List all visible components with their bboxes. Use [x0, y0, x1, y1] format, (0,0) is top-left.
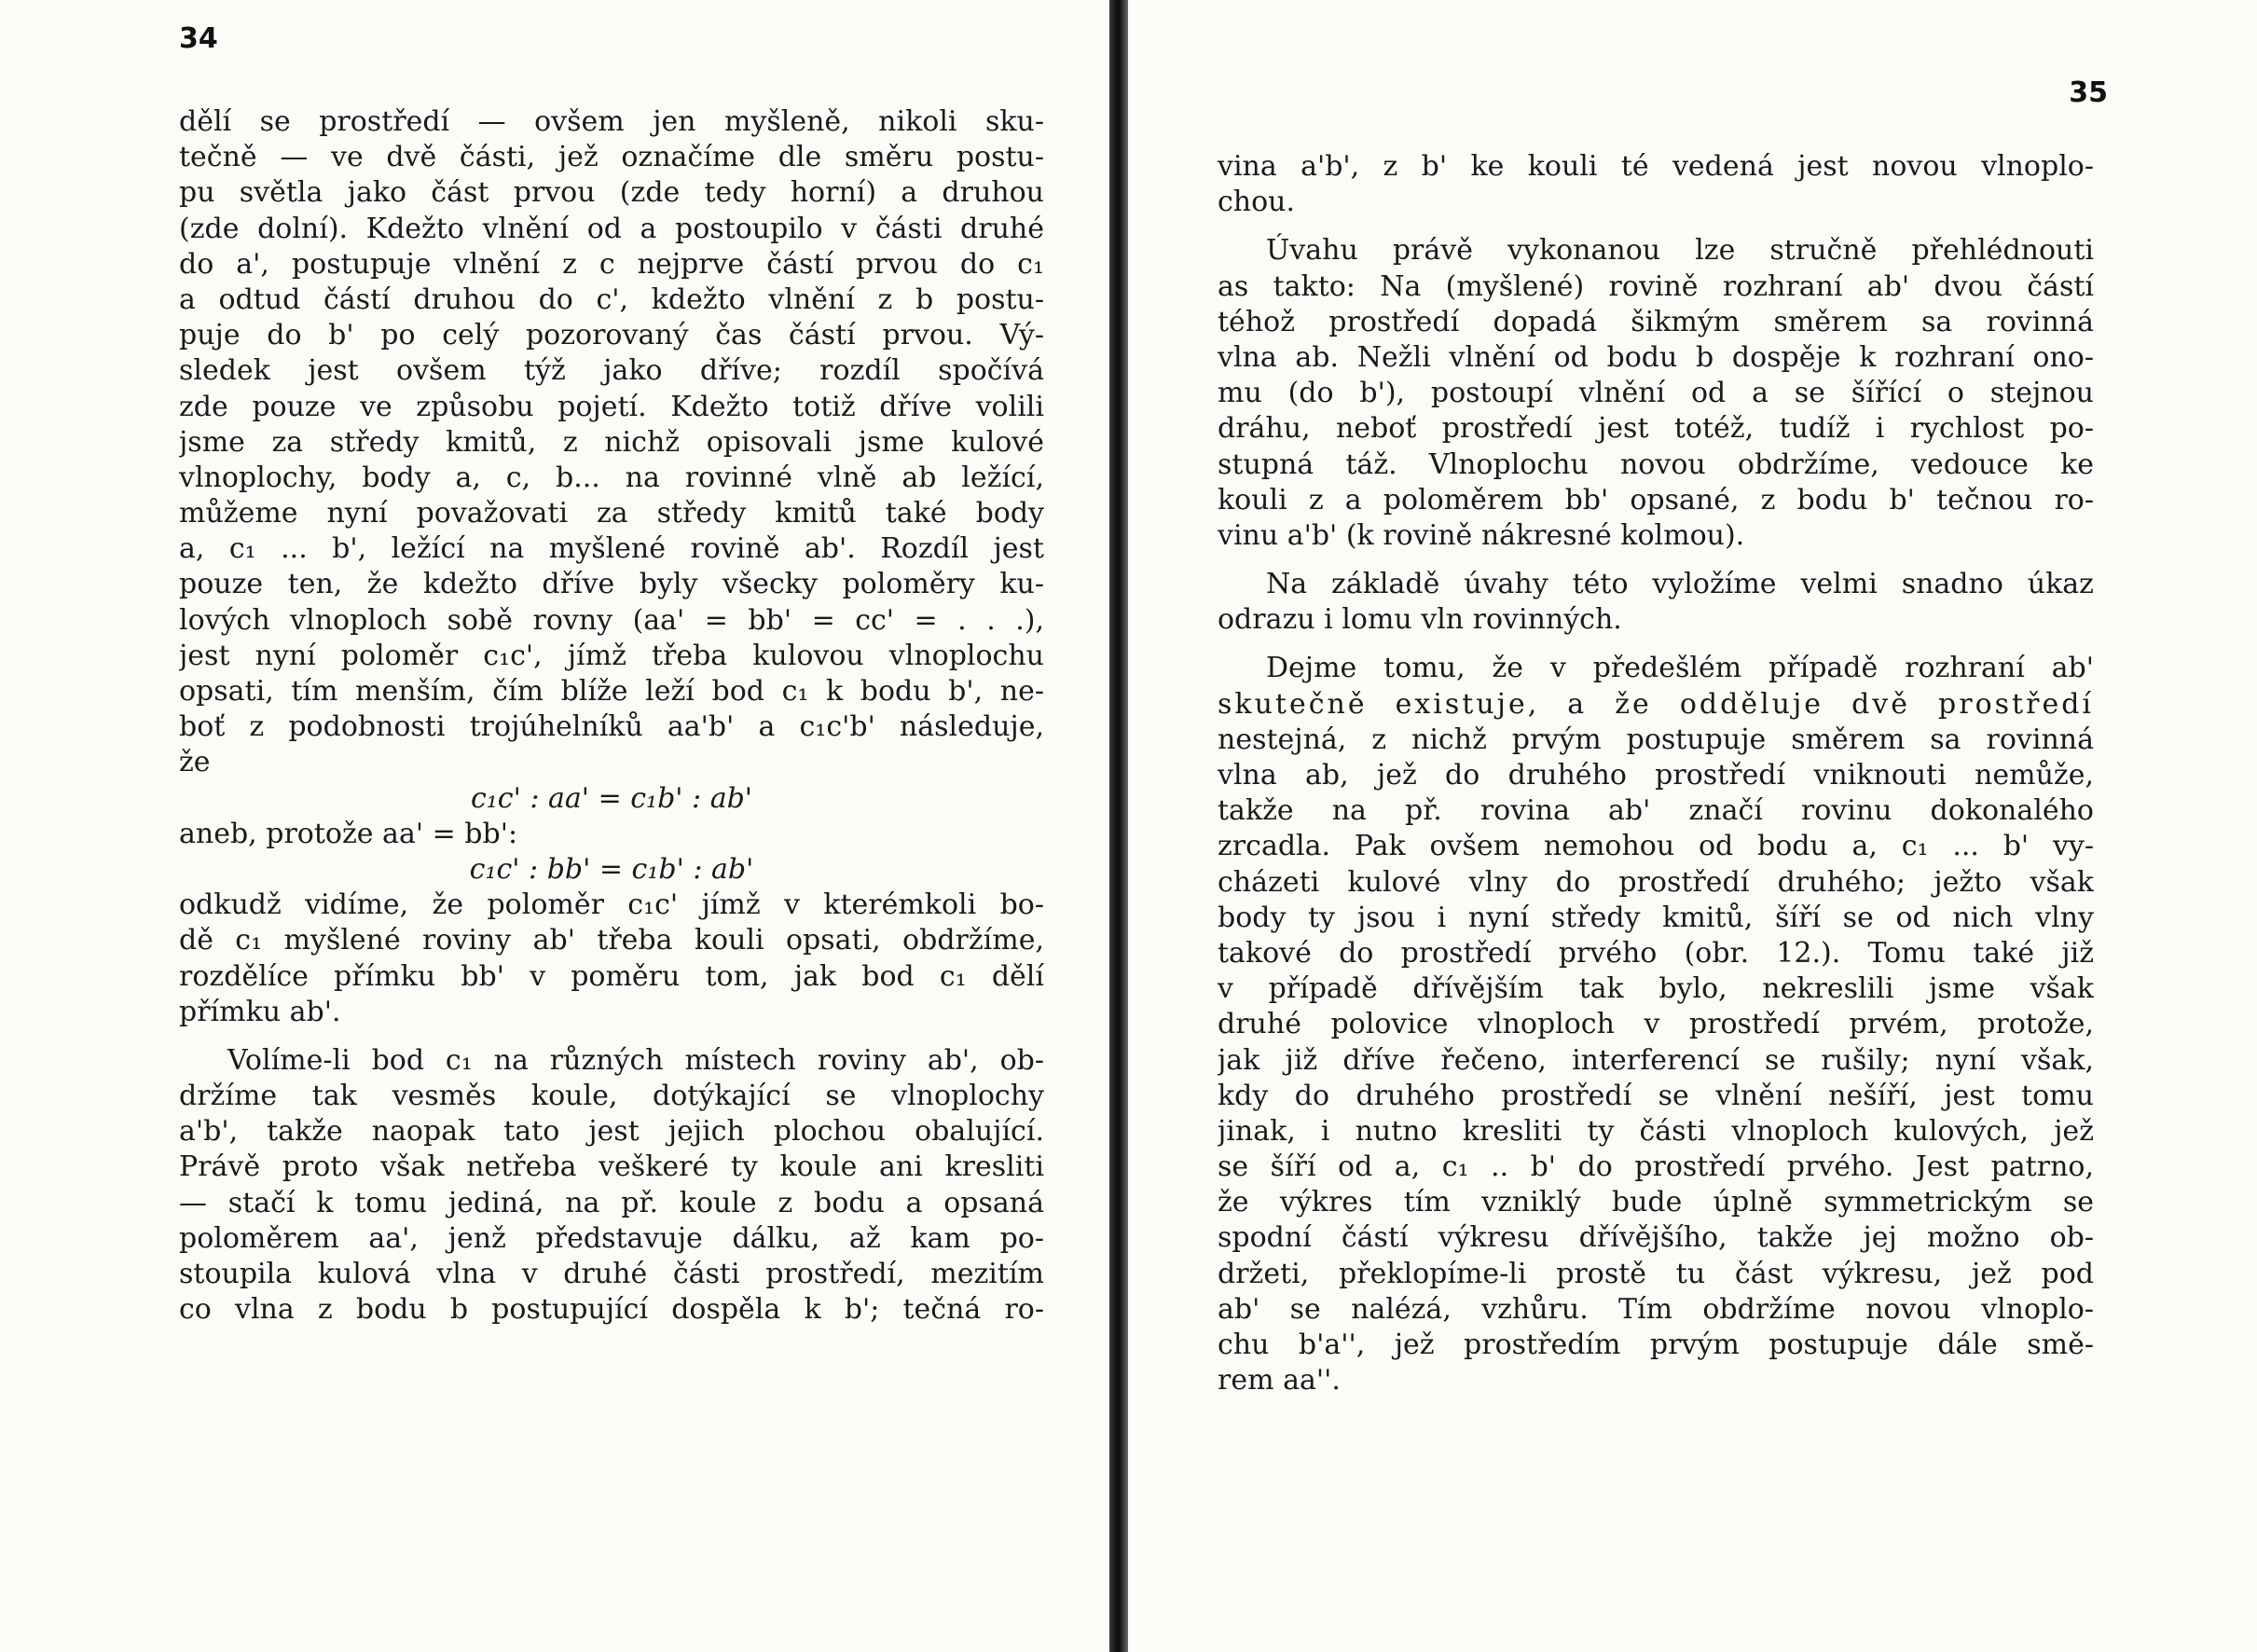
text-line: aneb, protože aa' = bb': — [179, 817, 518, 850]
text-line: jsme za středy kmitů, z nichž opisovali jsme kulové — [179, 425, 1044, 459]
text-line: stupná táž. Vlnoplochu novou obdržíme, vedouce ke — [1218, 447, 2094, 481]
text-line: přímku ab'. — [179, 995, 341, 1028]
text-line: nestejná, z nichž prvým postupuje směrem sa rovinná — [1218, 723, 2094, 756]
text-line: spodní částí výkresu dřívějšího, takže jej možno ob- — [1218, 1221, 2094, 1255]
text-line: zde pouze ve způsobu pojetí. Kdežto totiž dříve volili — [179, 390, 1044, 423]
text-line: pu světla jako část prvou (zde tedy horní) a druhou — [179, 176, 1044, 210]
text-line: v případě dřívějším tak bylo, nekreslili jsme však — [1218, 972, 2094, 1006]
text-line: držeti, překlopíme-li prostě tu část výkresu, jež pod — [1218, 1257, 2094, 1290]
text-line: takže na př. rovina ab' značí rovinu dokonalého — [1218, 794, 2094, 828]
text-line: dělí se prostředí — ovšem jen myšleně, nikoli sku- — [179, 105, 1044, 138]
text-line: — stačí k tomu jediná, na př. koule z bodu a opsaná — [179, 1186, 1044, 1219]
text-line: dě c₁ myšlené roviny ab' třeba kouli opsati, obdržíme, — [179, 924, 1044, 957]
text-line: as takto: Na (myšlené) rovině rozhraní ab' dvou částí — [1218, 269, 2094, 303]
text-line: vlnoplochy, body a, c, b... na rovinné vlně ab ležící, — [179, 461, 1044, 494]
text-line: se šíří od a, c₁ .. b' do prostředí prvého. Jest patrno, — [1218, 1150, 2094, 1184]
text-line: že — [179, 746, 211, 779]
text-line: vinu a'b' (k rovině nákresné kolmou). — [1218, 518, 1745, 552]
paragraph-gap — [1218, 220, 2094, 233]
text-line: jak již dříve řečeno, interferencí se rušily; nyní však, — [1218, 1043, 2094, 1077]
left-page-text — [179, 104, 1044, 1328]
text-line: že výkres tím vzniklý bude úplně symmetrickým se — [1218, 1186, 2094, 1219]
text-line: vlna ab, jež do druhého prostředí vniknouti nemůže, — [1218, 759, 2094, 792]
formula-line: c₁c' : aa' = c₁b' : ab' — [470, 781, 753, 815]
paragraph-gap — [179, 1030, 1044, 1043]
text-line: pouze ten, že kdežto dříve byly všecky poloměry ku- — [179, 568, 1044, 601]
text-line: můžeme nyní považovati za středy kmitů také body — [179, 497, 1044, 530]
text-line: body ty jsou i nyní středy kmitů, šíří se od nich vlny — [1218, 901, 2094, 934]
text-line: a'b', takže naopak tato jest jejich plochou obalující. — [179, 1115, 1044, 1149]
book-gutter — [1109, 0, 1128, 1652]
right-page — [1128, 0, 2257, 1652]
text-line: do a', postupuje vlnění z c nejprve částí prvou do c₁ — [179, 247, 1044, 281]
text-line: mu (do b'), postoupí vlnění od a se šířící o stejnou — [1218, 377, 2094, 410]
text-line: co vlna z bodu b postupující dospěla k b'; tečná ro- — [179, 1293, 1044, 1327]
paragraph-gap — [1218, 638, 2094, 651]
page-number-right: 35 — [2069, 76, 2108, 109]
text-line: a odtud částí druhou do c', kdežto vlnění z b postu- — [179, 282, 1044, 316]
text-line: Právě proto však netřeba veškeré ty koule ani kresliti — [179, 1150, 1044, 1184]
text-line: a, c₁ ... b', ležící na myšlené rovině ab'. Rozdíl jest — [179, 532, 1044, 566]
text-line: jest nyní poloměr c₁c', jímž třeba kulovou vlnoplochu — [179, 639, 1044, 672]
page-number-left: 34 — [179, 22, 218, 55]
text-line: chou. — [1218, 186, 1296, 219]
text-line: sledek jest ovšem týž jako dříve; rozdíl spočívá — [179, 354, 1044, 388]
text-line: cházeti kulové vlny do prostředí druhého; ježto však — [1218, 865, 2094, 899]
text-line: rem aa''. — [1218, 1364, 1341, 1397]
text-line: jinak, i nutno kresliti ty části vlnoploch kulových, jež — [1218, 1114, 2094, 1148]
text-line: zrcadla. Pak ovšem nemohou od bodu a, c₁ ... b' vy- — [1218, 830, 2094, 863]
text-line: držíme tak vesměs koule, dotýkající se vlnoplochy — [179, 1080, 1044, 1113]
paragraph-gap — [1218, 554, 2094, 567]
formula-line: c₁c' : bb' = c₁b' : ab' — [469, 852, 754, 886]
text-line: Úvahu právě vykonanou lze stručně přehlédnouti — [1266, 234, 2094, 268]
text-line: odkudž vidíme, že poloměr c₁c' jímž v kterémkoli bo- — [179, 888, 1044, 922]
text-line: téhož prostředí dopadá šikmým směrem sa rovinná — [1218, 305, 2094, 338]
text-line: dráhu, neboť prostředí jest totéž, tudíž i rychlost po- — [1218, 412, 2094, 446]
text-line: rozdělíce přímku bb' v poměru tom, jak bod c₁ dělí — [179, 959, 1044, 993]
text-line: opsati, tím menším, čím blíže leží bod c₁ k bodu b', ne- — [179, 675, 1044, 708]
text-line: vina a'b', z b' ke kouli té vedená jest novou vlnoplo- — [1218, 150, 2094, 183]
text-line: kdy do druhého prostředí se vlnění nešíří, jest tomu — [1218, 1079, 2094, 1112]
text-line: poloměrem aa', jenž představuje dálku, až kam po- — [179, 1221, 1044, 1255]
text-line: stoupila kulová vlna v druhé části prostředí, mezitím — [179, 1258, 1044, 1290]
right-page-text — [1218, 149, 2094, 1398]
text-line: skutečně existuje, a že odděluje dvě prostředí — [1218, 687, 2094, 721]
text-line: druhé polovice vlnoploch v prostředí prvém, protože, — [1218, 1008, 2094, 1041]
text-line: kouli z a poloměrem bb' opsané, z bodu b' tečnou ro- — [1218, 483, 2094, 516]
text-line: takové do prostředí prvého (obr. 12.). Tomu také již — [1218, 936, 2094, 970]
text-line: chu b'a'', jež prostředím prvým postupuje dále smě- — [1218, 1328, 2094, 1361]
text-line: (zde dolní). Kdežto vlnění od a postoupilo v části druhé — [179, 212, 1044, 245]
left-page — [0, 0, 1109, 1652]
text-line: puje do b' po celý pozorovaný čas částí prvou. Vý- — [179, 319, 1044, 352]
text-line: boť z podobnosti trojúhelníků aa'b' a c₁c'b' následuje, — [179, 710, 1044, 744]
text-line: ab' se nalézá, vzhůru. Tím obdržíme novou vlnoplo- — [1218, 1292, 2094, 1326]
text-line: tečně — ve dvě části, jež označíme dle směru postu- — [179, 141, 1044, 174]
text-line: Dejme tomu, že v předešlém případě rozhraní ab' — [1266, 652, 2094, 685]
text-line: vlna ab. Nežli vlnění od bodu b dospěje k rozhraní ono- — [1218, 340, 2094, 374]
text-line: lových vlnoploch sobě rovny (aa' = bb' = cc' = . . .), — [179, 603, 1044, 637]
text-line: Na základě úvahy této vyložíme velmi snadno úkaz — [1266, 568, 2094, 601]
text-line: Volíme-li bod c₁ na různých místech roviny ab', ob- — [227, 1043, 1044, 1077]
text-line: odrazu i lomu vln rovinných. — [1218, 603, 1622, 637]
